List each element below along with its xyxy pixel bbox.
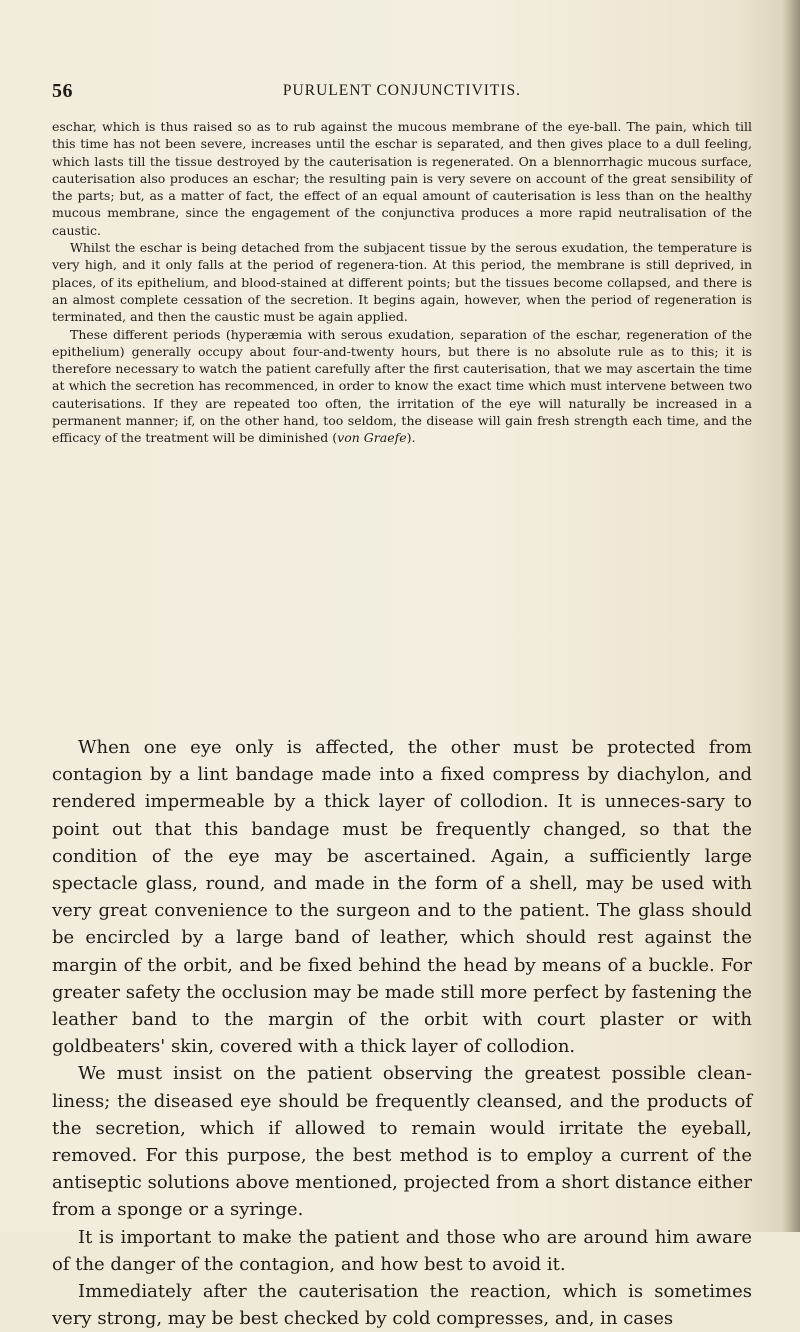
paragraph: eschar, which is thus raised so as to rub against the mucous membrane of the eye-ball. The pain, which till this time has not been severe, increases until the eschar is separated, and then gives place to a dull feeling, which lasts till the tissue destroyed by the cauterisation is regenerated. On a blennorrhagic mucous surface, cauterisation also produces an eschar; the resulting pain is very severe on account of the great sensibility of the parts; but, as a matter of fact, the effect of an equal amount of cauterisation is less than on the healthy mucous membrane, since the engagement of the conjunctiva produces a more rapid neutralisation of the caustic. [52,119,752,238]
running-title: PURULENT CONJUNCTIVITIS. [282,82,522,99]
page-header [52,80,752,104]
paragraph: Whilst the eschar is being detached from the subjacent tissue by the serous exudation, the temperature is very high, and it only falls at the period of regenera-tion. At this period, the membrane is still deprived, in places, of its epithelium, and blood-stained at different points; but the tissues become collapsed, and there is an almost complete cessation of the secretion. It begins again, however, when the period of regeneration is terminated, and then the caustic must be again applied. [52,240,752,325]
citation-author: von Graefe [337,430,407,446]
paragraph-text: These different periods (hyperæmia with serous exudation, separation of the eschar, regeneration of the epithelium) generally occupy about four-and-twenty hours, but there is no absolute rule as to this; it is therefore necessary to watch the patient carefully after the first cauterisation, that we may ascertain the time at which the secretion has recommenced, in order to know the exact time which must intervene between two cauterisations. If they are repeated too often, the irritation of the eye will naturally be increased in a permanent manner; if, on the other hand, too seldom, the disease will gain fresh strength each time, and the efficacy of the treatment will be diminished [52,326,752,446]
page-edge-shadow [782,0,800,1232]
paragraph: It is important to make the patient and those who are around him aware of the danger of the contagion, and how best to avoid it. [52,1226,752,1275]
large-print-section [52,734,752,1332]
paragraph: We must insist on the patient observing the greatest possible clean-liness; the diseased eye should be frequently cleansed, and the products of the secretion, which if allowed to remain would irritate the eyeball, removed. For this purpose, the best method is to employ a current of the antiseptic solutions above mentioned, projected from a short distance either from a sponge or a syringe. [52,1063,752,1221]
page-number: 56 [52,80,73,102]
paragraph [52,326,752,447]
paragraph: When one eye only is affected, the other must be protected from contagion by a lint bandage made into a fixed compress by diachylon, and rendered impermeable by a thick layer of collodion. It is unneces-sary to point out that this bandage must be frequently changed, so that the condition of the eye may be ascertained. Again, a sufficiently large spectacle glass, round, and made in the form of a shell, may be used with very great convenience to the surgeon and to the patient. The glass should be encircled by a large band of leather, which should rest against the margin of the orbit, and be fixed behind the head by means of a buckle. For greater safety the occlusion may be made still more perfect by fastening the leather band to the margin of the orbit with court plaster or with goldbeaters' skin, covered with a thick layer of collodion. [52,737,752,1058]
citation-close: ). [406,430,416,446]
small-print-section [52,118,752,447]
citation-open: ( [328,430,338,446]
paragraph: Immediately after the cauterisation the reaction, which is sometimes very strong, may be best checked by cold compresses, and, in cases [52,1281,752,1330]
